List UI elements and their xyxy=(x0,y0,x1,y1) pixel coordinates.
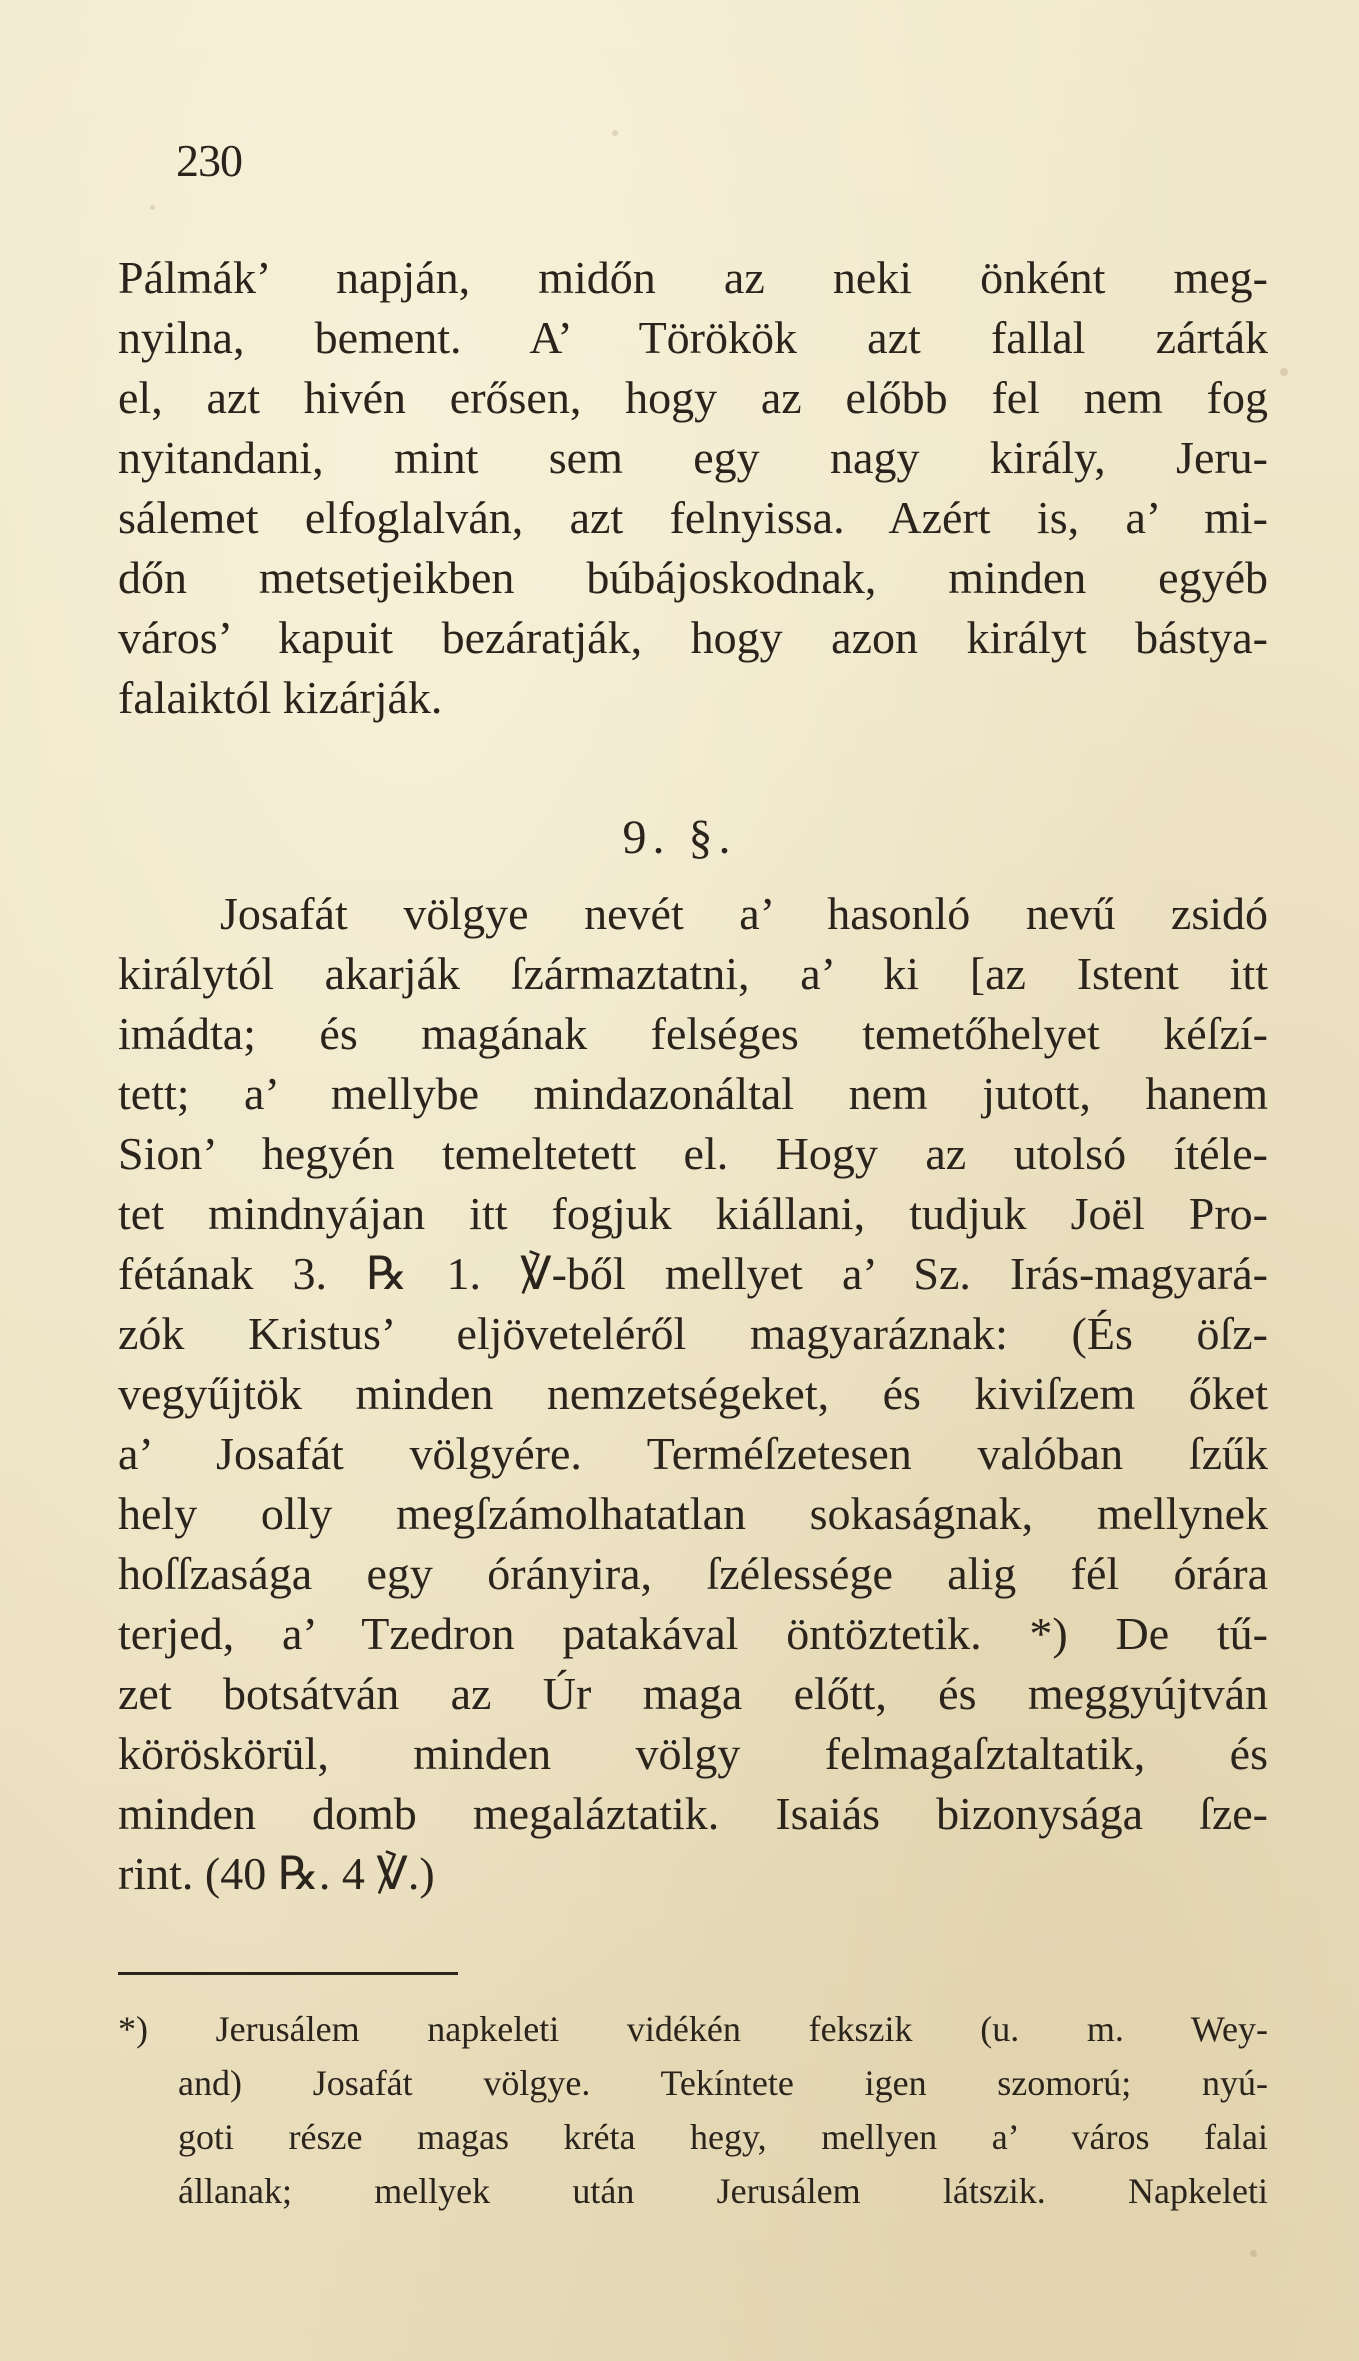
text-line: Sion’ hegyén temeltetett el. Hogy az utolsó ítéle- xyxy=(118,1128,1268,1179)
text-line: sálemet elfoglalván, azt felnyissa. Azért is, a’ mi- xyxy=(118,492,1268,543)
text-line: Josafát völgye nevét a’ hasonló nevű zsidó xyxy=(220,888,1268,939)
footnote-divider xyxy=(118,1972,458,1975)
footnote-line: goti része magas kréta hegy, mellyen a’ város falai xyxy=(178,2117,1268,2157)
text-line: fétának 3. ℞ 1. ℣-ből mellyet a’ Sz. Irás-magyará- xyxy=(118,1248,1268,1299)
text-line: terjed, a’ Tzedron patakával öntöztetik. *) De tű- xyxy=(118,1608,1268,1659)
text-line: minden domb megaláztatik. Isaiás bizonysága ſze- xyxy=(118,1788,1268,1839)
footnote-line: állanak; mellyek után Jerusálem látszik. Napkeleti xyxy=(178,2171,1268,2211)
footnote-line: *) Jerusálem napkeleti vidékén fekszik (u. m. Wey- xyxy=(118,2009,1268,2049)
text-line: zók Kristus’ eljöveteléről magyaráznak: (És öſz- xyxy=(118,1308,1268,1359)
text-line: város’ kapuit bezáratják, hogy azon királyt bástya- xyxy=(118,612,1268,663)
footnote-line: and) Josafát völgye. Tekíntete igen szomorú; nyú- xyxy=(178,2063,1268,2103)
section-heading: 9. §. xyxy=(622,811,737,864)
text-line: a’ Josafát völgyére. Terméſzetesen valóban ſzűk xyxy=(118,1428,1268,1479)
paper-speck xyxy=(612,130,618,136)
text-line: el, azt hivén erősen, hogy az előbb fel nem fog xyxy=(118,372,1268,423)
text-line: Pálmák’ napján, midőn az neki önként meg- xyxy=(118,252,1268,303)
text-line: nyilna, bement. A’ Törökök azt fallal zárták xyxy=(118,312,1268,363)
page-number: 230 xyxy=(176,135,242,186)
text-line: dőn metsetjeikben búbájoskodnak, minden egyéb xyxy=(118,552,1268,603)
text-line: rint. (40 ℞. 4 ℣.) xyxy=(118,1848,435,1899)
text-line: tett; a’ mellybe mindazonáltal nem jutott, hanem xyxy=(118,1068,1268,1119)
text-line: királytól akarják ſzármaztatni, a’ ki [az Istent itt xyxy=(118,948,1268,999)
text-line: falaiktól kizárják. xyxy=(118,672,443,723)
text-line: köröskörül, minden völgy felmagaſztaltatik, és xyxy=(118,1728,1268,1779)
text-line: hely olly megſzámolhatatlan sokaságnak, mellynek xyxy=(118,1488,1268,1539)
text-line: hoſſzasága egy órányira, ſzélessége alig fél órára xyxy=(118,1548,1268,1599)
paper-speck xyxy=(1250,2250,1257,2257)
paper-speck xyxy=(1280,368,1288,376)
text-line: nyitandani, mint sem egy nagy király, Jeru- xyxy=(118,432,1268,483)
text-line: imádta; és magának felséges temetőhelyet kéſzí- xyxy=(118,1008,1268,1059)
paper-speck xyxy=(150,205,155,210)
text-line: vegyűjtök minden nemzetségeket, és kiviſzem őket xyxy=(118,1368,1268,1419)
text-line: tet mindnyájan itt fogjuk kiállani, tudjuk Joël Pro- xyxy=(118,1188,1268,1239)
text-line: zet botsátván az Úr maga előtt, és meggyújtván xyxy=(118,1668,1268,1719)
